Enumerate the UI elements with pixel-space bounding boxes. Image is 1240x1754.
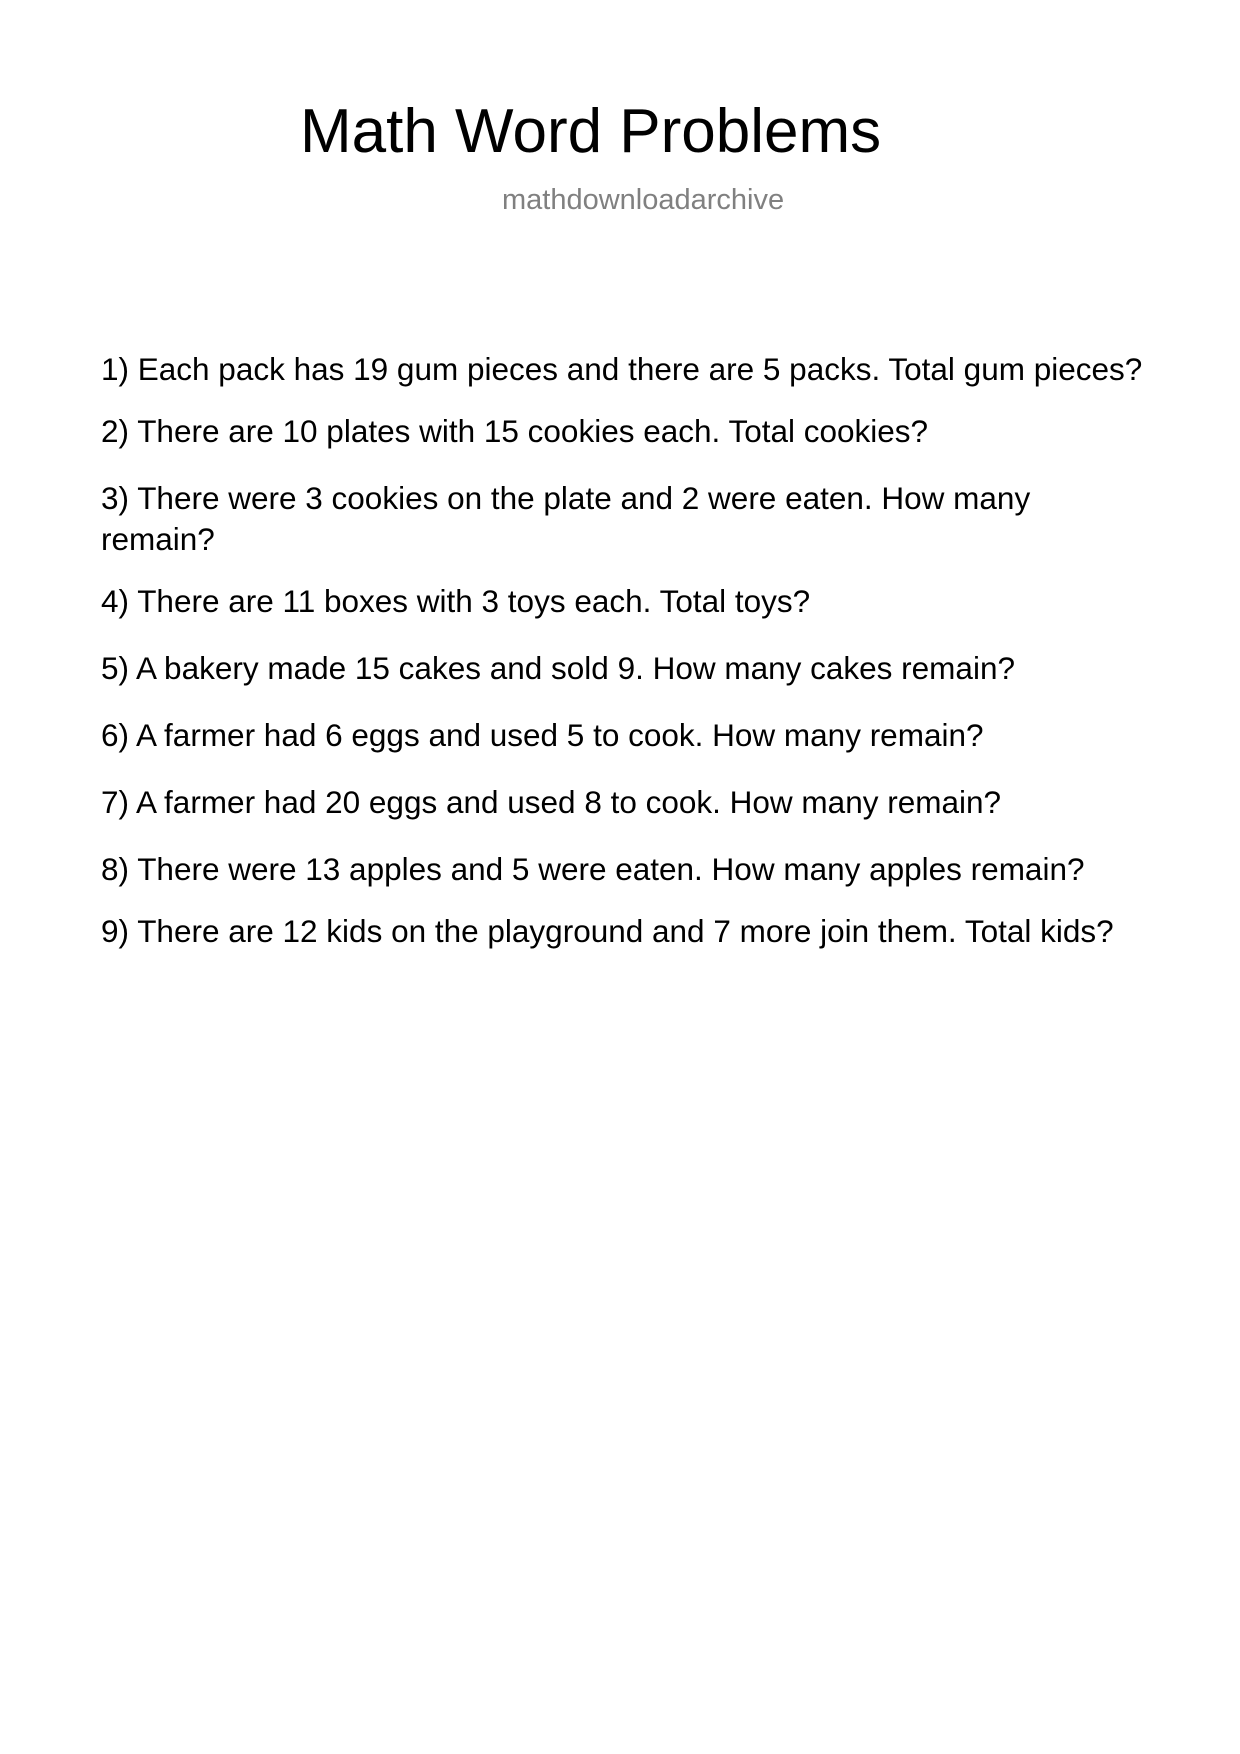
- problem-list: [101, 349, 1146, 973]
- page-title: Math Word Problems: [300, 97, 882, 166]
- problem-item-4: 4) There are 11 boxes with 3 toys each. Total toys?: [101, 583, 811, 619]
- problem-item-1: 1) Each pack has 19 gum pieces and there are 5 packs. Total gum pieces?: [101, 351, 1143, 387]
- problem-item-2: 2) There are 10 plates with 15 cookies each. Total cookies?: [101, 413, 929, 449]
- problem-item-7: 7) A farmer had 20 eggs and used 8 to cook. How many remain?: [101, 784, 1002, 820]
- problem-item-3: 3) There were 3 cookies on the plate and 2 were eaten. How many remain?: [101, 480, 1031, 557]
- problem-item-8: 8) There were 13 apples and 5 were eaten. How many apples remain?: [101, 851, 1085, 887]
- problem-item-9: 9) There are 12 kids on the playground and 7 more join them. Total kids?: [101, 913, 1114, 949]
- problem-item-5: 5) A bakery made 15 cakes and sold 9. How many cakes remain?: [101, 650, 1015, 686]
- problem-item-6: 6) A farmer had 6 eggs and used 5 to cook. How many remain?: [101, 717, 984, 753]
- source-subtitle: mathdownloadarchive: [502, 184, 785, 216]
